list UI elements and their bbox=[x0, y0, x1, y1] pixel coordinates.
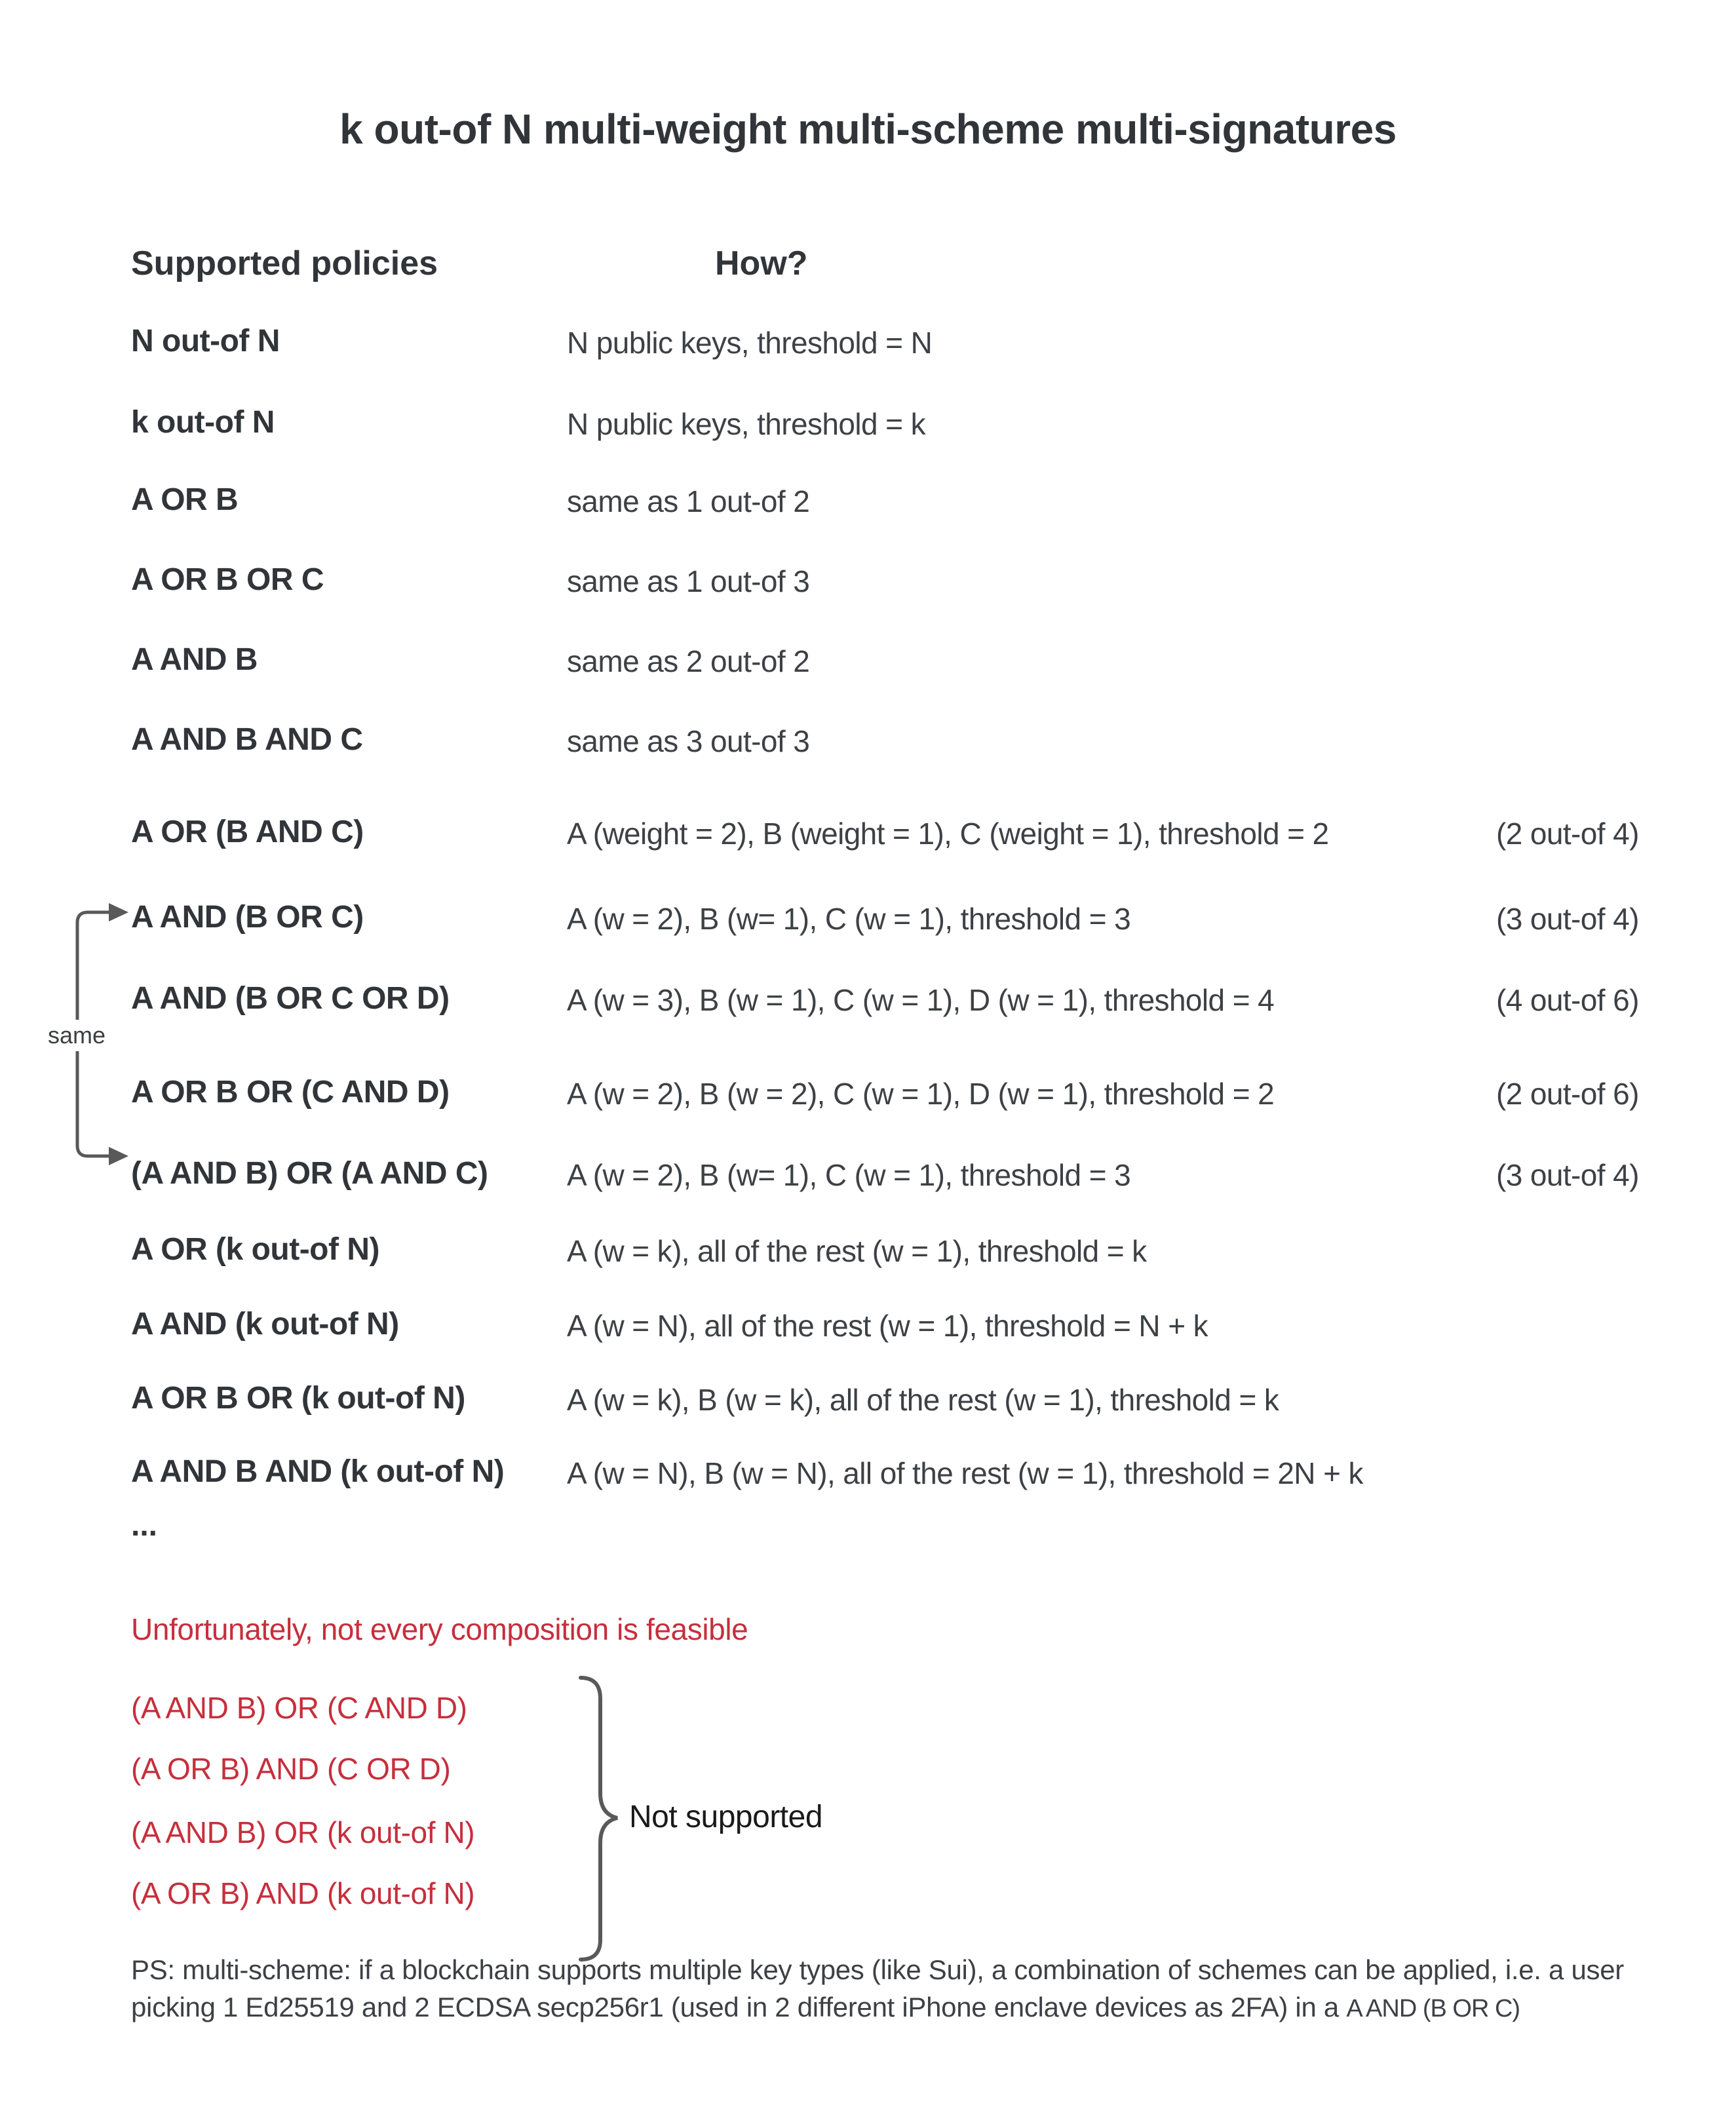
out-of-note: (4 out-of 6) bbox=[1496, 983, 1639, 1017]
table-row bbox=[0, 1454, 1736, 1490]
column-header-how: How? bbox=[715, 244, 808, 282]
how-text: A (w = 2), B (w = 2), C (w = 1), D (w = 1), threshold = 2 bbox=[567, 1077, 1275, 1111]
how-text: A (w = 2), B (w= 1), C (w = 1), threshold = 3 bbox=[567, 902, 1131, 936]
out-of-note: (3 out-of 4) bbox=[1496, 1158, 1639, 1192]
infeasible-heading: Unfortunately, not every composition is feasible bbox=[131, 1612, 748, 1646]
page-title: k out-of N multi-weight multi-scheme multi-signatures bbox=[339, 106, 1397, 153]
how-text: A (w = k), all of the rest (w = 1), threshold = k bbox=[567, 1234, 1147, 1268]
how-text: A (w = 2), B (w= 1), C (w = 1), threshold = 3 bbox=[567, 1158, 1131, 1192]
same-label: same bbox=[45, 1020, 108, 1051]
ellipsis: ... bbox=[131, 1508, 158, 1543]
how-text: same as 3 out-of 3 bbox=[567, 724, 810, 758]
policy-label: A OR B OR C bbox=[131, 562, 324, 597]
how-text: same as 1 out-of 2 bbox=[567, 484, 810, 518]
table-row bbox=[0, 1306, 1736, 1343]
policy-label: A AND B AND C bbox=[131, 722, 363, 757]
policy-label: A OR B OR (k out-of N) bbox=[131, 1381, 465, 1416]
policy-label: A AND B AND (k out-of N) bbox=[131, 1454, 505, 1489]
ps-policy-ref: A AND (B OR C) bbox=[1346, 1995, 1520, 2022]
table-row bbox=[0, 980, 1736, 1017]
policy-label: A OR B OR (C AND D) bbox=[131, 1075, 450, 1110]
infeasible-item: (A AND B) OR (C AND D) bbox=[131, 1691, 467, 1725]
how-text: N public keys, threshold = N bbox=[567, 326, 933, 360]
how-text: N public keys, threshold = k bbox=[567, 407, 925, 441]
how-text: A (w = N), all of the rest (w = 1), threshold = N + k bbox=[567, 1309, 1208, 1343]
how-text: same as 2 out-of 2 bbox=[567, 644, 810, 678]
how-text: same as 1 out-of 3 bbox=[567, 564, 810, 598]
policy-label: A AND (B OR C) bbox=[131, 900, 364, 935]
table-row bbox=[0, 642, 1736, 678]
out-of-note: (2 out-of 4) bbox=[1496, 817, 1639, 851]
how-text: A (w = N), B (w = N), all of the rest (w = 1), threshold = 2N + k bbox=[567, 1456, 1363, 1490]
out-of-note: (2 out-of 6) bbox=[1496, 1077, 1639, 1111]
table-row bbox=[0, 1155, 1736, 1192]
how-text: A (w = k), B (w = k), all of the rest (w = 1), threshold = k bbox=[567, 1383, 1279, 1417]
policy-label: A OR (B AND C) bbox=[131, 815, 364, 849]
table-row bbox=[0, 482, 1736, 518]
not-supported-label: Not supported bbox=[629, 1800, 823, 1834]
policy-label: N out-of N bbox=[131, 324, 280, 358]
table-row bbox=[0, 323, 1736, 360]
infeasible-item: (A OR B) AND (C OR D) bbox=[131, 1752, 451, 1786]
curly-brace bbox=[581, 1678, 617, 1960]
table-row bbox=[0, 404, 1736, 441]
table-row bbox=[0, 899, 1736, 936]
infeasible-item: (A OR B) AND (k out-of N) bbox=[131, 1876, 475, 1910]
how-text: A (w = 3), B (w = 1), C (w = 1), D (w = 1), threshold = 4 bbox=[567, 983, 1275, 1017]
table-row bbox=[0, 722, 1736, 758]
policy-label: k out-of N bbox=[131, 405, 275, 440]
table-row bbox=[0, 814, 1736, 851]
table-row bbox=[0, 1074, 1736, 1111]
ps-footnote bbox=[131, 1951, 1638, 2028]
out-of-note: (3 out-of 4) bbox=[1496, 902, 1639, 936]
policy-label: (A AND B) OR (A AND C) bbox=[131, 1156, 488, 1191]
ps-text: PS: multi-scheme: if a blockchain supports multiple key types (like Sui), a combination of schemes can be applied, i.e. a user picking 1 Ed25519 and 2 ECDSA secp256r1 (used in 2 different iPhone enclave devices as 2FA) in a bbox=[131, 1954, 1624, 2022]
table-row bbox=[0, 1231, 1736, 1268]
policy-label: A OR (k out-of N) bbox=[131, 1232, 379, 1267]
infeasible-item: (A AND B) OR (k out-of N) bbox=[131, 1815, 475, 1849]
how-text: A (weight = 2), B (weight = 1), C (weight = 1), threshold = 2 bbox=[567, 817, 1329, 851]
policy-label: A AND B bbox=[131, 642, 258, 677]
table-row bbox=[0, 1380, 1736, 1417]
policy-label: A AND (k out-of N) bbox=[131, 1307, 399, 1342]
table-row bbox=[0, 562, 1736, 598]
column-header-supported-policies: Supported policies bbox=[131, 244, 438, 282]
policy-label: A OR B bbox=[131, 482, 239, 517]
policy-label: A AND (B OR C OR D) bbox=[131, 981, 450, 1016]
